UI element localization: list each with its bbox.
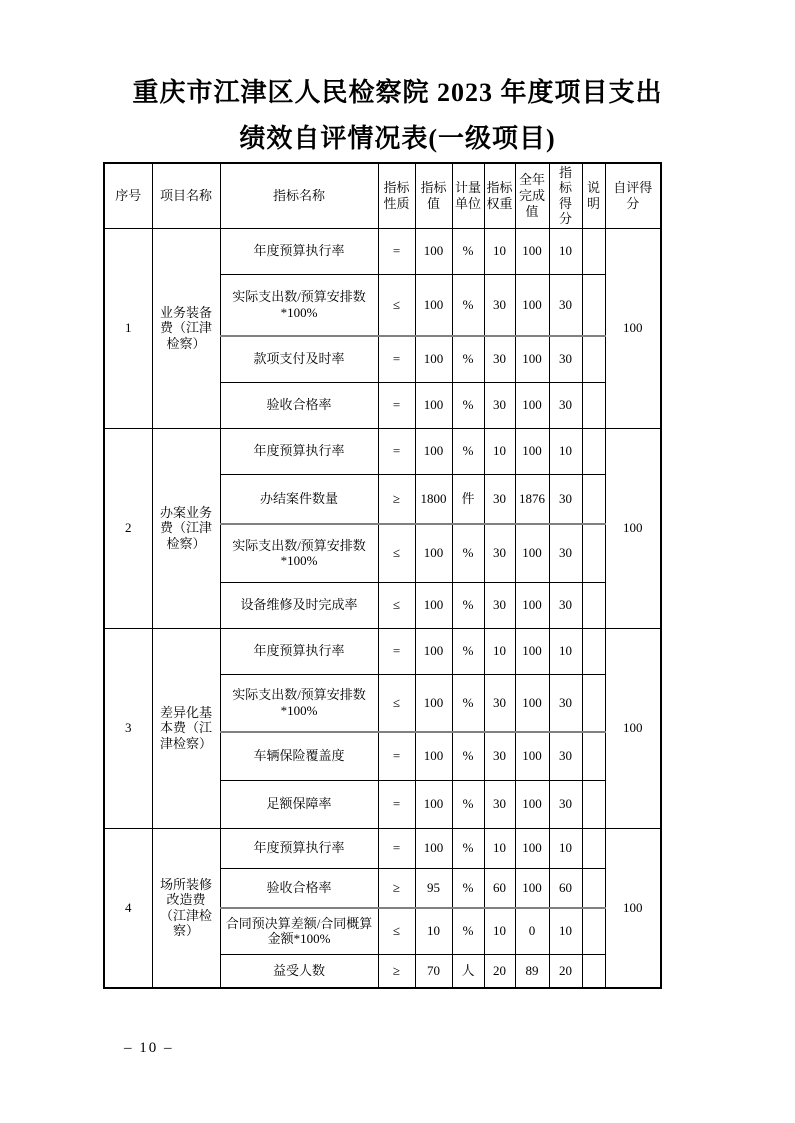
- cell-note: [582, 868, 605, 908]
- cell-indicator-points: 30: [549, 674, 582, 732]
- cell-annual-completion: 100: [515, 828, 549, 868]
- cell-indicator-value: 100: [415, 732, 452, 780]
- cell-indicator-value: 100: [415, 628, 452, 674]
- col-header-serial: 序号: [104, 163, 152, 228]
- cell-indicator-points: 30: [549, 336, 582, 382]
- cell-indicator-points: 10: [549, 228, 582, 274]
- cell-annual-completion: 0: [515, 908, 549, 954]
- cell-unit: %: [452, 274, 484, 336]
- col-header-note: 说明: [582, 163, 605, 228]
- col-header-indicator-name: 指标名称: [220, 163, 378, 228]
- cell-indicator-name: 实际支出数/预算安排数*100%: [220, 674, 378, 732]
- cell-note: [582, 674, 605, 732]
- cell-annual-completion: 100: [515, 336, 549, 382]
- cell-weight: 10: [484, 428, 515, 474]
- cell-indicator-nature: =: [378, 336, 415, 382]
- cell-note: [582, 628, 605, 674]
- cell-annual-completion: 100: [515, 428, 549, 474]
- table-row: [104, 228, 661, 274]
- cell-indicator-nature: ≥: [378, 474, 415, 524]
- cell-indicator-value: 100: [415, 274, 452, 336]
- table-row: [104, 628, 661, 674]
- cell-unit: %: [452, 828, 484, 868]
- cell-weight: 30: [484, 336, 515, 382]
- cell-note: [582, 274, 605, 336]
- cell-indicator-nature: =: [378, 628, 415, 674]
- cell-indicator-name: 款项支付及时率: [220, 336, 378, 382]
- cell-indicator-value: 100: [415, 382, 452, 428]
- cell-indicator-points: 30: [549, 780, 582, 828]
- cell-unit: %: [452, 780, 484, 828]
- cell-unit: %: [452, 674, 484, 732]
- cell-indicator-nature: =: [378, 732, 415, 780]
- cell-project-name: 场所装修改造费（江津检察）: [152, 828, 220, 988]
- cell-weight: 30: [484, 274, 515, 336]
- cell-note: [582, 582, 605, 628]
- cell-indicator-points: 30: [549, 582, 582, 628]
- table-row: [104, 828, 661, 868]
- cell-indicator-points: 10: [549, 428, 582, 474]
- cell-indicator-points: 10: [549, 628, 582, 674]
- cell-unit: %: [452, 524, 484, 582]
- cell-indicator-name: 实际支出数/预算安排数*100%: [220, 524, 378, 582]
- cell-serial-number: 2: [104, 428, 152, 628]
- cell-indicator-name: 益受人数: [220, 954, 378, 988]
- cell-indicator-name: 年度预算执行率: [220, 228, 378, 274]
- cell-indicator-name: 年度预算执行率: [220, 828, 378, 868]
- cell-serial-number: 1: [104, 228, 152, 428]
- cell-indicator-value: 70: [415, 954, 452, 988]
- cell-annual-completion: 100: [515, 780, 549, 828]
- cell-weight: 30: [484, 474, 515, 524]
- col-header-weight: 指标权重: [484, 163, 515, 228]
- col-header-project-name: 项目名称: [152, 163, 220, 228]
- cell-note: [582, 474, 605, 524]
- cell-indicator-points: 30: [549, 382, 582, 428]
- cell-indicator-points: 30: [549, 524, 582, 582]
- cell-indicator-value: 100: [415, 336, 452, 382]
- cell-indicator-nature: =: [378, 780, 415, 828]
- cell-unit: 件: [452, 474, 484, 524]
- cell-indicator-value: 1800: [415, 474, 452, 524]
- cell-indicator-name: 办结案件数量: [220, 474, 378, 524]
- cell-self-score: 100: [605, 628, 661, 828]
- cell-note: [582, 732, 605, 780]
- cell-unit: %: [452, 228, 484, 274]
- cell-annual-completion: 100: [515, 274, 549, 336]
- cell-indicator-points: 30: [549, 732, 582, 780]
- col-header-self-score: 自评得分: [605, 163, 661, 228]
- cell-note: [582, 780, 605, 828]
- cell-indicator-nature: ≤: [378, 524, 415, 582]
- cell-indicator-value: 100: [415, 582, 452, 628]
- cell-annual-completion: 100: [515, 524, 549, 582]
- cell-indicator-value: 100: [415, 780, 452, 828]
- cell-note: [582, 428, 605, 474]
- cell-annual-completion: 100: [515, 732, 549, 780]
- cell-unit: %: [452, 908, 484, 954]
- cell-note: [582, 382, 605, 428]
- cell-indicator-points: 10: [549, 908, 582, 954]
- cell-serial-number: 3: [104, 628, 152, 828]
- cell-indicator-name: 设备维修及时完成率: [220, 582, 378, 628]
- cell-weight: 30: [484, 524, 515, 582]
- cell-unit: %: [452, 582, 484, 628]
- cell-self-score: 100: [605, 228, 661, 428]
- cell-indicator-points: 20: [549, 954, 582, 988]
- cell-indicator-name: 验收合格率: [220, 868, 378, 908]
- header-row: [104, 163, 661, 228]
- cell-weight: 30: [484, 674, 515, 732]
- cell-indicator-value: 100: [415, 674, 452, 732]
- cell-note: [582, 908, 605, 954]
- cell-weight: 60: [484, 868, 515, 908]
- cell-weight: 30: [484, 780, 515, 828]
- cell-note: [582, 336, 605, 382]
- page-number: – 10 –: [124, 1040, 174, 1056]
- cell-annual-completion: 89: [515, 954, 549, 988]
- table-row: [104, 428, 661, 474]
- cell-unit: 人: [452, 954, 484, 988]
- cell-indicator-value: 100: [415, 828, 452, 868]
- page-title-line1: 重庆市江津区人民检察院 2023 年度项目支出: [132, 78, 663, 107]
- cell-unit: %: [452, 336, 484, 382]
- cell-weight: 10: [484, 908, 515, 954]
- cell-note: [582, 524, 605, 582]
- cell-indicator-nature: ≤: [378, 274, 415, 336]
- cell-indicator-points: 30: [549, 474, 582, 524]
- cell-annual-completion: 100: [515, 628, 549, 674]
- cell-serial-number: 4: [104, 828, 152, 988]
- cell-project-name: 办案业务费（江津检察）: [152, 428, 220, 628]
- cell-weight: 10: [484, 828, 515, 868]
- cell-indicator-nature: =: [378, 428, 415, 474]
- cell-annual-completion: 100: [515, 868, 549, 908]
- col-header-annual-completion: 全年完成值: [515, 163, 549, 228]
- cell-indicator-nature: =: [378, 828, 415, 868]
- cell-indicator-nature: =: [378, 382, 415, 428]
- cell-indicator-value: 10: [415, 908, 452, 954]
- cell-weight: 10: [484, 628, 515, 674]
- cell-indicator-name: 年度预算执行率: [220, 428, 378, 474]
- cell-note: [582, 828, 605, 868]
- performance-self-evaluation-table: [103, 162, 662, 989]
- cell-indicator-value: 95: [415, 868, 452, 908]
- cell-self-score: 100: [605, 828, 661, 988]
- cell-indicator-nature: =: [378, 228, 415, 274]
- cell-indicator-nature: ≥: [378, 954, 415, 988]
- cell-indicator-nature: ≤: [378, 582, 415, 628]
- cell-unit: %: [452, 428, 484, 474]
- cell-indicator-nature: ≥: [378, 868, 415, 908]
- cell-unit: %: [452, 732, 484, 780]
- cell-self-score: 100: [605, 428, 661, 628]
- cell-annual-completion: 100: [515, 582, 549, 628]
- cell-indicator-name: 足额保障率: [220, 780, 378, 828]
- cell-indicator-nature: ≤: [378, 908, 415, 954]
- cell-weight: 30: [484, 382, 515, 428]
- col-header-indicator-points: 指标得分: [549, 163, 582, 228]
- cell-indicator-name: 年度预算执行率: [220, 628, 378, 674]
- cell-weight: 30: [484, 582, 515, 628]
- document-title: [0, 70, 795, 162]
- cell-annual-completion: 100: [515, 228, 549, 274]
- cell-indicator-value: 100: [415, 524, 452, 582]
- cell-weight: 20: [484, 954, 515, 988]
- cell-note: [582, 228, 605, 274]
- cell-indicator-points: 60: [549, 868, 582, 908]
- cell-indicator-name: 验收合格率: [220, 382, 378, 428]
- cell-project-name: 差异化基本费（江津检察）: [152, 628, 220, 828]
- cell-indicator-points: 10: [549, 828, 582, 868]
- cell-indicator-name: 合同预决算差额/合同概算金额*100%: [220, 908, 378, 954]
- cell-indicator-value: 100: [415, 228, 452, 274]
- cell-indicator-name: 车辆保险覆盖度: [220, 732, 378, 780]
- cell-indicator-value: 100: [415, 428, 452, 474]
- cell-weight: 10: [484, 228, 515, 274]
- cell-indicator-nature: ≤: [378, 674, 415, 732]
- cell-unit: %: [452, 628, 484, 674]
- cell-indicator-name: 实际支出数/预算安排数*100%: [220, 274, 378, 336]
- cell-note: [582, 954, 605, 988]
- cell-indicator-points: 30: [549, 274, 582, 336]
- col-header-unit: 计量单位: [452, 163, 484, 228]
- cell-annual-completion: 1876: [515, 474, 549, 524]
- cell-annual-completion: 100: [515, 674, 549, 732]
- cell-annual-completion: 100: [515, 382, 549, 428]
- cell-unit: %: [452, 382, 484, 428]
- col-header-indicator-nature: 指标性质: [378, 163, 415, 228]
- col-header-indicator-value: 指标值: [415, 163, 452, 228]
- cell-unit: %: [452, 868, 484, 908]
- cell-project-name: 业务装备费（江津检察）: [152, 228, 220, 428]
- cell-weight: 30: [484, 732, 515, 780]
- page-title-line2: 绩效自评情况表(一级项目): [239, 124, 556, 153]
